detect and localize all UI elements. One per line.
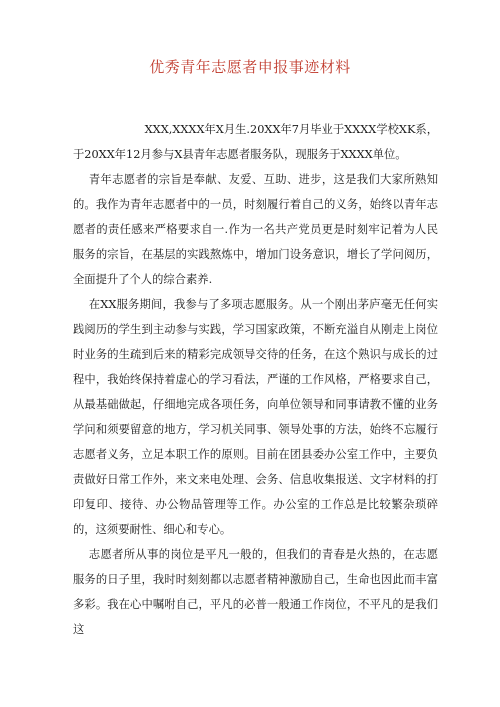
body-paragraph-2: 在XX服务期间，我参与了多项志愿服务。从一个刚出茅庐毫无任何实践阅历的学生到主动参与实践，学习国家政策，不断充溢自从刚走上岗位时业务的生疏到后来的精彩完成领导交待的任务，在这个熟识与成长的过程中，我始终保持着虚心的学习看法，严谨的工作风格，严格要求自己，从最基础做起，仔细地完成各项任务，向单位领导和同事请教不懂的业务学问和须要留意的地方，学习机关同事、领导处事的方法，始终不忘履行志愿者义务，立足本职工作的原则。目前在团县委办公室工作中，主要负责做好日常工作外，来文来电处理、会务、信息收集报送、文字材料的打印复印、接待、办公物品管理等工作。办公室的工作总是比较繁杂琐碎的，这须要耐性、细心和专心。 (73, 298, 438, 536)
document-title: 优秀青年志愿者申报事迹材料 (149, 58, 351, 76)
body-paragraph-3: 志愿者所从事的岗位是平凡一般的，但我们的青春是火热的，在志愿服务的日子里，我时时刻刻都以志愿者精神激励自己，生命也因此而丰富多彩。我在心中嘱咐自己，平凡的必普一般通工作岗位，不平凡的是我们这 (73, 548, 438, 636)
intro-paragraph (73, 117, 438, 167)
document-body (73, 117, 438, 642)
intro-line-1: XXX,XXXX年X月生.20XX年7月毕业于XXXX学校XK系， (144, 123, 438, 136)
intro-line-2: 于20XX年12月参与X县青年志愿者服务队，现服务于XXXX单位。 (73, 148, 407, 161)
body-paragraph-1: 青年志愿者的宗旨是奉献、友爱、互助、进步，这是我们大家所熟知的。我作为青年志愿者中的一员，时刻履行着自己的义务，始终以青年志愿者的责任感来严格要求自一.作为一名共产党员更是时刻牢记着为人民服务的宗旨，在基层的实践熬炼中，增加门设务意识，增长了学问阅历，全面提升了个人的综合素养. (73, 173, 438, 286)
